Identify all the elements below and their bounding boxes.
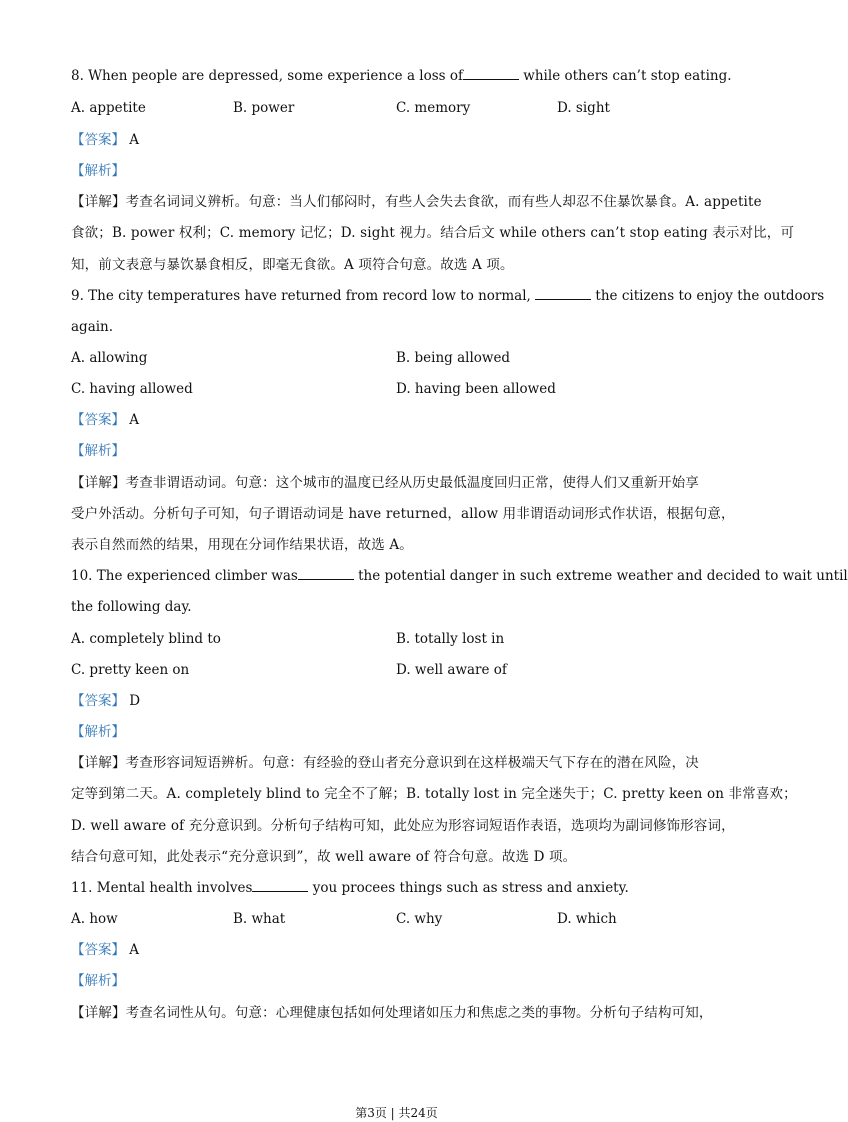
question-8-option-c: C. memory bbox=[396, 100, 471, 116]
question-10-stem: 10. The experienced climber was the potential danger in such extreme weather and decided to wait until bbox=[71, 568, 848, 584]
question-8-option-d: D. sight bbox=[557, 100, 610, 116]
question-10-option-a: A. completely blind to bbox=[71, 631, 221, 647]
question-9-option-c: C. having allowed bbox=[71, 381, 193, 397]
answer-blank bbox=[535, 287, 591, 300]
question-10-answer: 【答案】 D bbox=[71, 693, 141, 709]
question-9-stem-line-2: again. bbox=[71, 319, 114, 335]
question-10-detail-line-4: 结合句意可知，此处表示“充分意识到”，故 well aware of 符合句意。故选 D 项。 bbox=[71, 849, 577, 865]
question-9-detail-line-1: 【详解】考查非谓语动词。句意：这个城市的温度已经从历史最低温度回归正常，使得人们又重新开始享 bbox=[71, 475, 699, 491]
question-11-option-b: B. what bbox=[233, 911, 286, 927]
question-8-stem: 8. When people are depressed, some experience a loss of while others can’t stop eating. bbox=[71, 68, 732, 84]
question-11-option-a: A. how bbox=[71, 911, 118, 927]
question-9-option-a: A. allowing bbox=[71, 350, 148, 366]
question-9-detail-line-2: 受户外活动。分析句子可知，句子谓语动词是 have returned，allow 用非谓语动词形式作状语，根据句意， bbox=[71, 506, 735, 522]
page-footer: 第3页 | 共24页 bbox=[355, 1106, 438, 1120]
question-8-detail-line-1: 【详解】考查名词词义辨析。句意：当人们郁闷时，有些人会失去食欲，而有些人却忍不住暴饮暴食。A. appetite bbox=[71, 194, 762, 210]
question-8-detail-line-2: 食欲；B. power 权利；C. memory 记忆；D. sight 视力。结合后文 while others can’t stop eating 表示对比，可 bbox=[71, 225, 795, 241]
question-11-analysis-label: 【解析】 bbox=[71, 973, 125, 989]
question-11-answer: 【答案】 A bbox=[71, 942, 140, 958]
question-11-option-d: D. which bbox=[557, 911, 617, 927]
question-11-option-c: C. why bbox=[396, 911, 443, 927]
answer-blank bbox=[463, 67, 519, 80]
question-9-detail-line-3: 表示自然而然的结果，用现在分词作结果状语，故选 A。 bbox=[71, 537, 413, 553]
question-9-analysis-label: 【解析】 bbox=[71, 443, 125, 459]
question-10-option-c: C. pretty keen on bbox=[71, 662, 190, 678]
question-8-option-a: A. appetite bbox=[71, 100, 146, 116]
question-10-option-d: D. well aware of bbox=[396, 662, 507, 678]
question-9-option-d: D. having been allowed bbox=[396, 381, 556, 397]
question-10-detail-line-2: 定等到第二天。A. completely blind to 完全不了解；B. totally lost in 完全迷失于；C. pretty keen on 非常喜欢； bbox=[71, 786, 797, 802]
question-9-stem: 9. The city temperatures have returned from record low to normal, the citizens to enjoy the outdoors bbox=[71, 288, 825, 304]
question-8-analysis-label: 【解析】 bbox=[71, 163, 125, 179]
answer-blank bbox=[252, 879, 308, 892]
question-10-option-b: B. totally lost in bbox=[396, 631, 505, 647]
question-11-stem: 11. Mental health involves you procees things such as stress and anxiety. bbox=[71, 880, 629, 896]
question-9-answer: 【答案】 A bbox=[71, 412, 140, 428]
question-10-detail-line-3: D. well aware of 充分意识到。分析句子结构可知，此处应为形容词短语作表语，选项均为副词修饰形容词， bbox=[71, 818, 735, 834]
question-10-analysis-label: 【解析】 bbox=[71, 724, 125, 740]
question-8-detail-line-3: 知，前文表意与暴饮暴食相反，即毫无食欲。A 项符合句意。故选 A 项。 bbox=[71, 257, 514, 273]
question-8-option-b: B. power bbox=[233, 100, 295, 116]
question-9-option-b: B. being allowed bbox=[396, 350, 511, 366]
question-10-stem-line-2: the following day. bbox=[71, 599, 192, 615]
question-11-detail-line-1: 【详解】考查名词性从句。句意：心理健康包括如何处理诸如压力和焦虑之类的事物。分析句子结构可知， bbox=[71, 1005, 713, 1021]
question-10-detail-line-1: 【详解】考查形容词短语辨析。句意：有经验的登山者充分意识到在这样极端天气下存在的潜在风险，决 bbox=[71, 755, 699, 771]
answer-blank bbox=[298, 567, 354, 580]
question-8-answer: 【答案】 A bbox=[71, 132, 140, 148]
